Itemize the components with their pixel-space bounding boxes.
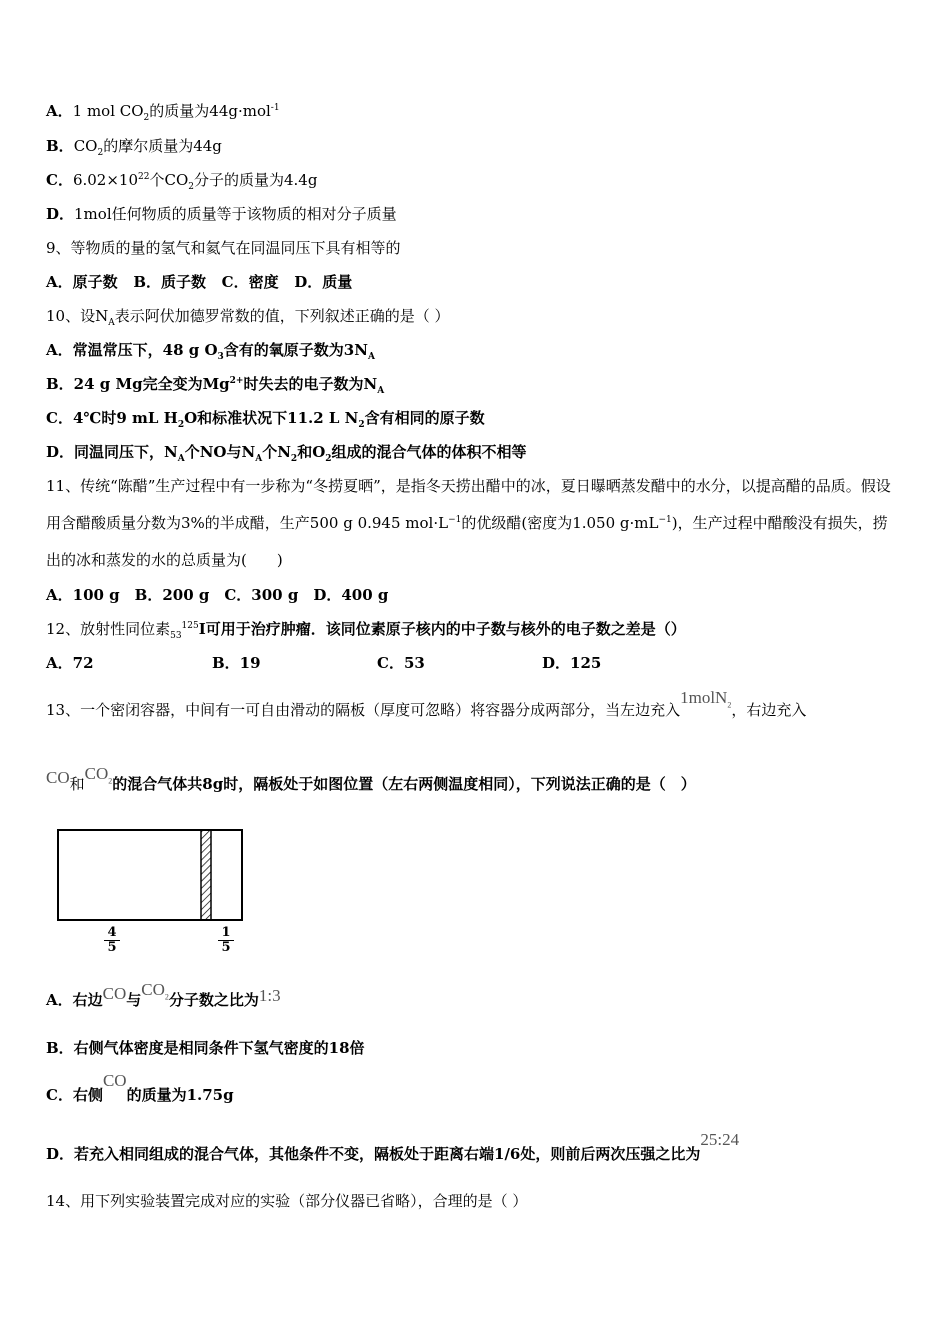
q9-options: A．原子数 B．质子数 C．密度 D．质量 [46,273,353,291]
q11-options: A．100 g B．200 g C．300 g D．400 g [46,586,389,604]
q13-stem-line2: CO和$CO_2$的混合气体共8g时，隔板处于如图位置（左右两侧温度相同），下列说法正确的是（ ） [46,764,696,793]
container-diagram [46,824,256,968]
partition [201,830,211,920]
q14-stem: 14、用下列实验装置完成对应的实验（部分仪器已省略），合理的是（ ） [46,1192,528,1210]
q8-option-c: C．$6.02\times 10^{22}$个$CO_2$分子的质量为4.4g [46,171,318,192]
q8-option-b: B．$CO_2$的摩尔质量为44g [46,137,222,158]
q11-stem: 11、传统“陈醋”生产过程中有一步称为“冬捞夏晒”，是指冬天捞出醋中的冰，夏日曝晒蒸发醋中的水分，以提高醋的品质。假设用含醋酸质量分数为3%的半成醋，生产500 g 0.945 $mol\cdot L^{-1}$的优级醋(密度为1.050 $g\cdot mL^{-1}$)，生产过程中醋酸没有损失，捞出的冰和蒸发的水的总质量为( ) [46,477,891,569]
q13-option-a: A．右边CO与$CO_2$分子数之比为1:3 [46,980,281,1009]
fraction-right: 1 5 [218,926,234,955]
q10-stem: 10、设$N_A$表示阿伏加德罗常数的值，下列叙述正确的是（ ） [46,307,450,328]
q10-option-b: B．24 g Mg完全变为$Mg^{2+}$时失去的电子数为$N_A$ [46,375,385,396]
q12-option-a: A．72 [46,654,94,672]
q9-stem: 9、等物质的量的氢气和氦气在同温同压下具有相等的 [46,239,401,257]
q12-stem: 12、放射性同位素$_{53}^{125}$I可用于治疗肿瘤．该同位素原子核内的中子数与核外的电子数之差是（） [46,620,686,641]
q13-stem-line1: 13、一个密闭容器，中间有一可自由滑动的隔板（厚度可忽略）将容器分成两部分，当左边充入1molN$_2$，右边充入 [46,688,807,719]
q13-option-c: C．右侧CO的质量为1.75g [46,1071,234,1104]
q13-option-b: B．右侧气体密度是相同条件下氢气密度的18倍 [46,1039,365,1057]
q10-option-d: D．同温同压下，$N_A$个NO与$N_A$个$N_2$和$O_2$组成的混合气体的体积不相等 [46,443,527,464]
q10-option-a: A．常温常压下，48 g $O_3$含有的氧原子数为$3N_A$ [46,341,375,362]
q12-option-b: B．19 [212,654,261,672]
q12-option-d: D．125 [542,654,602,672]
fraction-left: 4 5 [104,926,120,955]
q8-option-d: D．1mol任何物质的质量等于该物质的相对分子质量 [46,205,397,223]
container-box [58,830,242,920]
q13-option-d: D．若充入相同组成的混合气体，其他条件不变，隔板处于距离右端1/6处，则前后两次压强之比为25:24 [46,1130,740,1163]
q8-option-a: A．1 mol $CO_2$的质量为44g·mol$^{-1}$ [46,102,280,123]
q12-option-c: C．53 [377,654,425,672]
q10-option-c: C．4℃时9 mL $H_2O$和标准状况下11.2 L $N_2$含有相同的原子数 [46,409,485,430]
